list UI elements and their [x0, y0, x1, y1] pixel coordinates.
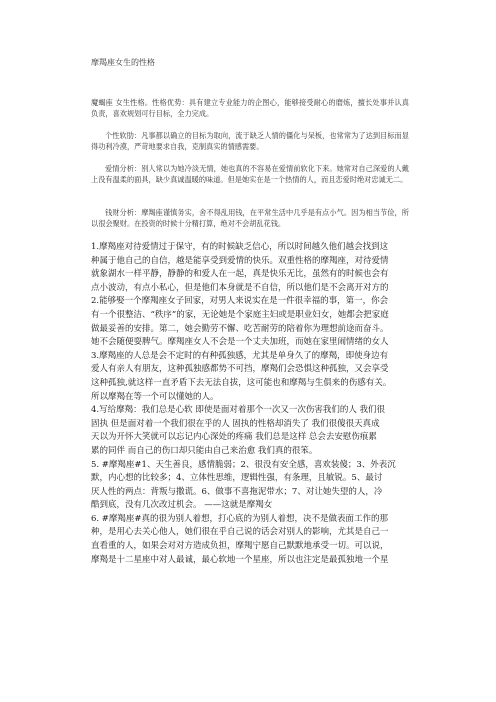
text-line: 直看重的人，如果会对对方造成负担，摩羯宁愿自己默默地承受一切。可以说， [91, 541, 389, 552]
text-line: 就象湖水一样平静，静静的和爱人在一起，真是快乐无比，虽然有的时候也会有 [91, 269, 389, 280]
text-line: 做最妥善的安排。第二，她会勤劳不懈、吃苦耐劳的陪着你为理想前途而奋斗。 [91, 323, 389, 334]
text-line: 摩羯是十二星座中对人最诚，最心软地一个星座，所以也注定是最孤独地一个星 [91, 554, 389, 565]
text-line: 这种孤独,就这样一直矛盾下去无法自拔，这可能也和摩羯与生俱来的伤感有关。 [91, 377, 392, 388]
paragraph-money: 钱财分析：摩羯座谨慎务实，舍不得乱用钱，在平常生活中几乎是有点小气。因为相当节俭，所以很会聚财。在投资的时候十分精打算，绝对不会胡乱花钱。 [91, 208, 409, 228]
paragraph-personality: 魔蝎座 女生性格。性格优势：具有建立专业能力的企图心，能够接受耐心的磨炼，擅长处事并认真负责，喜欢规划可行目标，全力完成。 [91, 98, 409, 118]
text-line: 天以为开怀大笑就可以忘记内心深处的疼痛 我们总是这样 总会去安慰伤痕累 [91, 432, 377, 443]
text-line: 种，是用心去关心他人，她们很在乎自己说的话会对别人的影响，尤其是自己一 [91, 527, 389, 538]
text-line: 3.摩羯座的人总是会不定时的有种孤独感，尤其是单身久了的摩羯，即使身边有 [91, 350, 389, 361]
text-line: 4.写给摩羯：我们总是心软 即使是面对着那个一次又一次伤害我们的人 我们很 [91, 405, 386, 416]
text-line: 1.摩羯座对待爱情过于保守，有的时候缺乏信心，所以时间越久他们越会找到这 [91, 242, 389, 252]
text-line: 厌人性的两点：背叛与撒谎。6、做事不喜拖泥带水；7、对让她失望的人，冷 [91, 486, 383, 497]
text-line: 2.能够娶一个摩羯座女子回家，对男人来说实在是一件很幸福的事，第一，你会 [91, 296, 389, 307]
text-line: 所以摩羯在等一个可以懂她的人。 [91, 391, 219, 402]
text-line: 点小波动，有点小私心，但是他们本身就是不自信，所以他们是不会离开对方的 [91, 282, 389, 293]
text-line: 爱人有亲人有朋友，这种孤独感都势不可挡，摩羯们会恐惧这种孤独，又会享受 [91, 364, 389, 375]
paragraph-love: 爱情分析：别人常以为她冷淡无情，她也真的不容易在爱情前软化下来。她常对自己深爱的人戴上没有温柔的面具，缺少真诚温暖的味道。但是她实在是一个热情的人，而且恋爱时绝对忠诚无二。 [91, 164, 409, 184]
text-line: 6. #摩羯座#真的很为别人着想，打心底的为别人着想，决不是做表面工作的那 [91, 513, 389, 524]
text-line: 有一个很整洁、“秩序”的家，无论她是个家庭主妇或是职业妇女，她都会把家庭 [91, 309, 389, 320]
document-title: 摩羯座女生的性格 [91, 58, 155, 67]
numbered-section [91, 241, 409, 567]
text-line: 5. #摩羯座#1、天生善良，感情脆弱；2、很没有安全感，喜欢装傻；3、外表沉 [91, 459, 396, 470]
text-line: 固执 但是面对着一个我们很在乎的人 固执的性格却消失了 我们很傻很天真成 [91, 418, 380, 429]
text-line: 默，内心想的比较多；4、立体性思维，逻辑性强，有条理，且敏锐。5、最讨 [91, 473, 383, 484]
text-line: 她不会随便耍脾气。摩羯座女人不会是一个丈夫加班，而她在家里闹情绪的女人 [91, 337, 389, 348]
text-line: 种属于他自己的自信，越是能享受到爱情的快乐。双重性格的摩羯座，对待爱情 [91, 255, 389, 266]
text-line: 酷到底，没有几次改过机会。 ——这就是摩羯女 [91, 500, 273, 511]
text-line: 累的同伴 而自己的伤口却只能由自己来治愈 我们真的很笨。 [91, 445, 318, 456]
paragraph-weakness: 个性软肋：凡事都以确立的目标为取向，流于缺乏人情的僵化与呆板，也常常为了达到目标而显得功利冷漠，严苛地要求自我，克制真实的情感需要。 [91, 131, 409, 151]
